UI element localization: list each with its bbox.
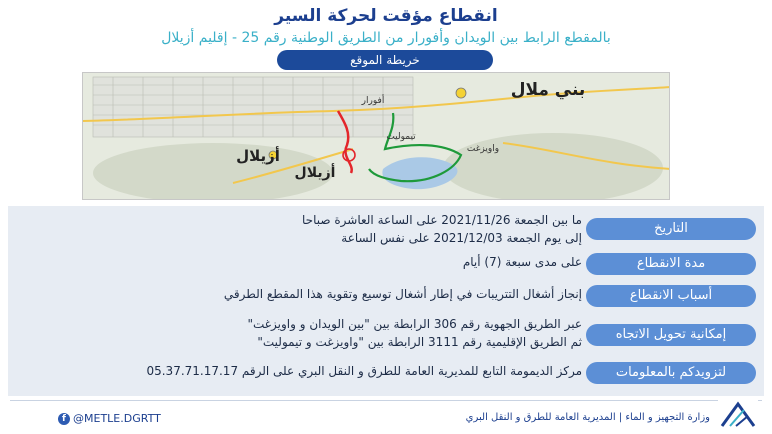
- ministry-logo-icon: [718, 400, 758, 430]
- info-row-date-line-2: إلى يوم الجمعة 2021/12/03 على نفس الساعة: [341, 231, 582, 245]
- info-row-contact-line-1: مركز الديمومة التابع للمديرية العامة للطرق و النقل البري على الرقم 05.37.71.17.17: [146, 364, 582, 378]
- location-map: [82, 72, 670, 200]
- map-label-azilal: أزيلال: [294, 165, 336, 181]
- city-dot-beni-mellal: [456, 88, 466, 98]
- info-row-reasons-line-1: إنجاز أشغال التتريبات في إطار أشغال توسيع وتقوية هذا المقطع الطرقي: [223, 287, 582, 301]
- map-label-beni-mellal: بني ملال: [510, 80, 586, 100]
- info-row-date-line-1: ما بين الجمعة 2021/11/26 على الساعة العاشرة صباحا: [302, 213, 582, 227]
- info-label-detour: إمكانية تحويل الاتجاه: [586, 324, 756, 346]
- info-label-contact: لتزويدكم بالمعلومات: [586, 362, 756, 384]
- map-label-azilal-west: أزيلال: [236, 147, 280, 165]
- city-grid: [93, 77, 413, 137]
- map-label-ouaouizeght: واويزغت: [466, 144, 500, 154]
- info-row-detour-line-2: ثم الطريق الإقليمية رقم 3111 الرابطة بين "واويزغت و تيموليت": [257, 335, 582, 349]
- info-row-duration-line-1: على مدى سبعة (7) أيام: [462, 255, 582, 269]
- info-label-reasons: أسباب الانقطاع: [586, 285, 756, 307]
- social-handle-text: @METLE.DGRTT: [73, 412, 161, 425]
- info-row-date: [8, 210, 764, 246]
- map-graphic: [83, 73, 670, 200]
- info-label-duration: مدة الانقطاع: [586, 253, 756, 275]
- map-label-timoulit: تيموليت: [386, 132, 416, 142]
- facebook-icon: f: [58, 413, 70, 425]
- info-label-date: التاريخ: [586, 218, 756, 240]
- info-row-contact: [8, 358, 764, 388]
- info-row-duration: [8, 250, 764, 278]
- info-panel: [8, 206, 764, 396]
- info-row-detour-line-1: عبر الطريق الجهوية رقم 306 الرابطة بين "بين الويدان و واويزغت": [247, 317, 582, 331]
- info-row-detour: [8, 314, 764, 354]
- info-row-reasons: [8, 282, 764, 310]
- map-label-afourar: أفورار: [361, 96, 385, 106]
- footer-divider: [10, 400, 762, 401]
- page-title: انقطاع مؤقت لحركة السير: [274, 6, 498, 26]
- page-subtitle: بالمقطع الرابط بين الويدان وأفورار من الطريق الوطنية رقم 25 - إقليم أزيلال: [161, 30, 611, 46]
- social-handle[interactable]: [58, 412, 161, 425]
- map-section-label: خريطة الموقع: [277, 50, 493, 70]
- ministry-name: وزارة التجهيز و الماء | المديرية العامة للطرق و النقل البري: [465, 412, 710, 423]
